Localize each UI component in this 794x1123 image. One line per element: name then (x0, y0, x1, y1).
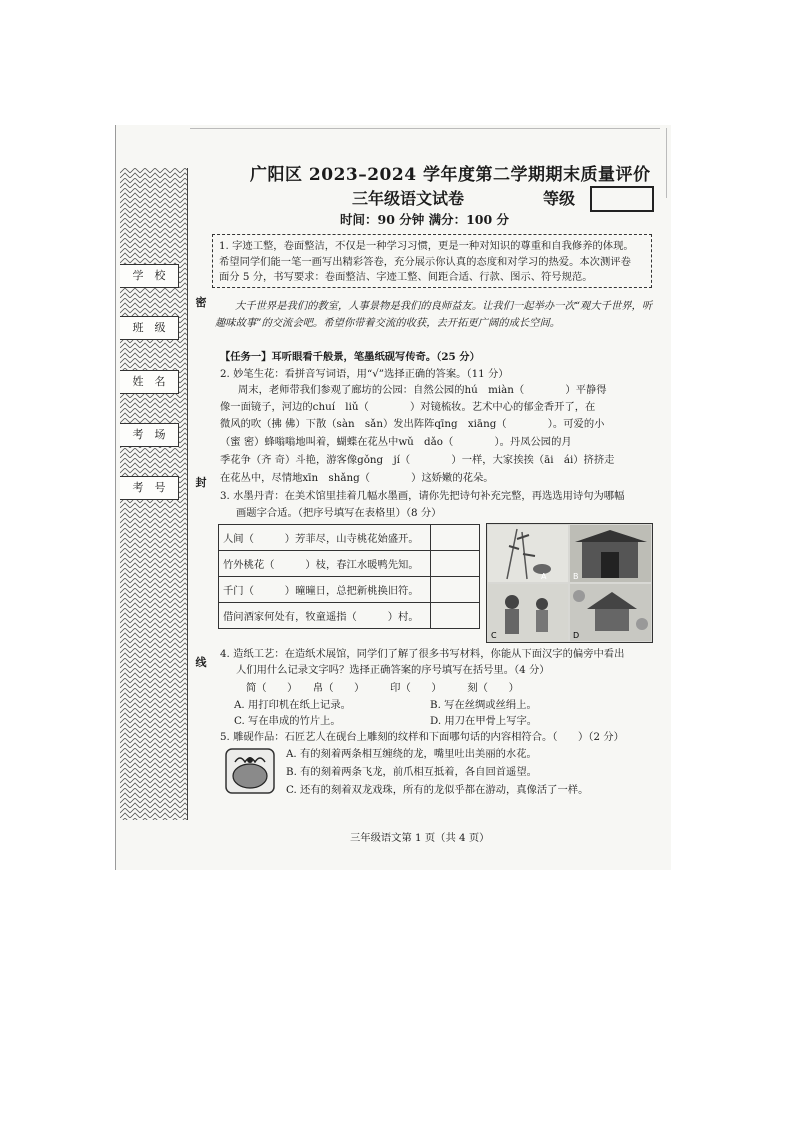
class-field[interactable]: 班 级 (120, 316, 179, 340)
exam-room-field[interactable]: 考 场 (120, 423, 179, 447)
notice-line: 面分 5 分，书写要求：卷面整洁、字迹工整、间距合适、行款、图示、符号规范。 (219, 271, 593, 283)
q5-option-c: C. 还有的刻着双龙戏珠，所有的龙似乎都在游动，真像活了一样。 (286, 784, 589, 796)
q5-option-a: A. 有的刻着两条相互缠绕的龙，嘴里吐出美丽的水花。 (286, 748, 537, 760)
page-footer: 三年级语文第 1 页（共 4 页） (350, 832, 490, 844)
q5-option-b: B. 有的刻着两条飞龙，前爪相互抵着，各自回首遥望。 (286, 766, 537, 778)
poem-answer-cell[interactable] (431, 551, 480, 577)
seal-char-xian: 线 (195, 656, 207, 669)
svg-text:D: D (573, 631, 580, 640)
q4-option-d: D. 用刀在甲骨上写字。 (430, 715, 538, 727)
table-row (219, 525, 480, 551)
q5-title: 5. 雕砚作品：石匠艺人在砚台上雕刻的纹样和下面哪句话的内容相符合。（ ）（2 分） (220, 731, 624, 743)
seal-char-mi: 密 (195, 296, 207, 309)
table-row (219, 551, 480, 577)
q2-line: 季花争（齐 奇）斗艳，游客像gǒng jí（ ）一样，大家挨挨（āi ái）挤挤走 (220, 454, 615, 466)
q2-line: 像一面镜子，河边的chuí liǔ（ ）对镜梳妆。艺术中心的郁金香开了，在 (220, 401, 596, 413)
q4-chars: 简（ ） 帛（ ） 印（ ） 刻（ ） (246, 682, 519, 694)
grade-label: 等级 (543, 189, 576, 208)
notice-line: 1. 字迹工整，卷面整洁，不仅是一种学习习惯，更是一种对知识的尊重和自我修养的体现。 (219, 240, 634, 252)
q2-line: 微风的吹（拂 佛）下散（sàn sǎn）发出阵阵qīng xiāng（ ）。可爱的小 (220, 418, 605, 430)
poem-answer-cell[interactable] (431, 603, 480, 629)
task1-heading: 【任务一】耳听眼看千般景，笔墨纸砚写传奇。（25 分） (220, 351, 480, 363)
school-field[interactable]: 学 校 (120, 264, 179, 288)
seal-char-feng: 封 (195, 476, 207, 489)
svg-text:A: A (541, 572, 547, 581)
poem-line: 人间（ ）芳菲尽，山寺桃花始盛开。 (219, 525, 431, 551)
q3-title: 3. 水墨丹青：在美术馆里挂着几幅水墨画，请你先把诗句补充完整，再选选用诗句为哪幅 (220, 490, 625, 502)
poem-line: 借问酒家何处有，牧童遥指（ ）村。 (219, 603, 431, 629)
q2-line: 周末，老师带我们参观了廊坊的公园：自然公园的hú miàn（ ）平静得 (238, 384, 607, 396)
exam-title: 广阳区 2023–2024 学年度第二学期期末质量评价 (250, 165, 651, 185)
q4-option-b: B. 写在丝绸或丝绢上。 (430, 699, 537, 711)
poem-table (218, 524, 480, 629)
paper-right-edge (666, 128, 667, 198)
poem-line: 竹外桃花（ ）枝，春江水暖鸭先知。 (219, 551, 431, 577)
exam-subtitle: 三年级语文试卷 (352, 189, 465, 208)
binding-line (187, 168, 188, 820)
q4-title: 4. 造纸工艺：在造纸术展馆，同学们了解了很多书写材料，你能从下面汉字的偏旁中看出 (220, 648, 625, 660)
svg-text:B: B (573, 572, 579, 581)
poem-answer-cell[interactable] (431, 525, 480, 551)
binding-strip (120, 168, 192, 820)
exam-number-field[interactable]: 考 号 (120, 476, 179, 500)
grade-box[interactable] (590, 186, 654, 212)
name-field[interactable]: 姓 名 (120, 370, 179, 394)
q3-title-2: 画题字合适。（把序号填写在表格里）（8 分） (236, 507, 442, 519)
q2-line: （蜜 密）蜂嗡嗡地叫着，蝴蝶在花丛中wǔ dǎo（ ）。丹凤公园的月 (220, 436, 572, 448)
q2-line: 在花丛中，尽情地xīn shǎng（ ）这娇嫩的花朵。 (220, 472, 494, 484)
notice-line: 希望同学们能一笔一画写出精彩答卷，充分展示你认真的态度和对学习的热爱。本次测评卷 (219, 255, 631, 268)
q4-title-2: 人们用什么记录文字吗？选择正确答案的序号填写在括号里。（4 分） (236, 664, 550, 676)
paper-top-edge (190, 128, 660, 129)
intro-paragraph: 大千世界是我们的教室，人事景物是我们的良师益友。让我们一起举办一次“观大千世界，听趣味故事”的交流会吧。希望你带着交流的收获，去开拓更广阔的成长空间。 (215, 300, 653, 329)
table-row (219, 603, 480, 629)
svg-text:C: C (491, 631, 497, 640)
ink-paintings (486, 523, 653, 643)
inkstone-image (225, 748, 275, 794)
writing-notice (212, 234, 652, 288)
q4-option-a: A. 用打印机在纸上记录。 (234, 699, 351, 711)
q2-title: 2. 妙笔生花：看拼音写词语，用“√”选择正确的答案。（11 分） (220, 368, 509, 380)
time-score: 时间：90 分钟 满分：100 分 (340, 212, 510, 227)
poem-line: 千门（ ）曈曈日，总把新桃换旧符。 (219, 577, 431, 603)
table-row (219, 577, 480, 603)
poem-answer-cell[interactable] (431, 577, 480, 603)
q4-option-c: C. 写在串成的竹片上。 (234, 715, 341, 727)
